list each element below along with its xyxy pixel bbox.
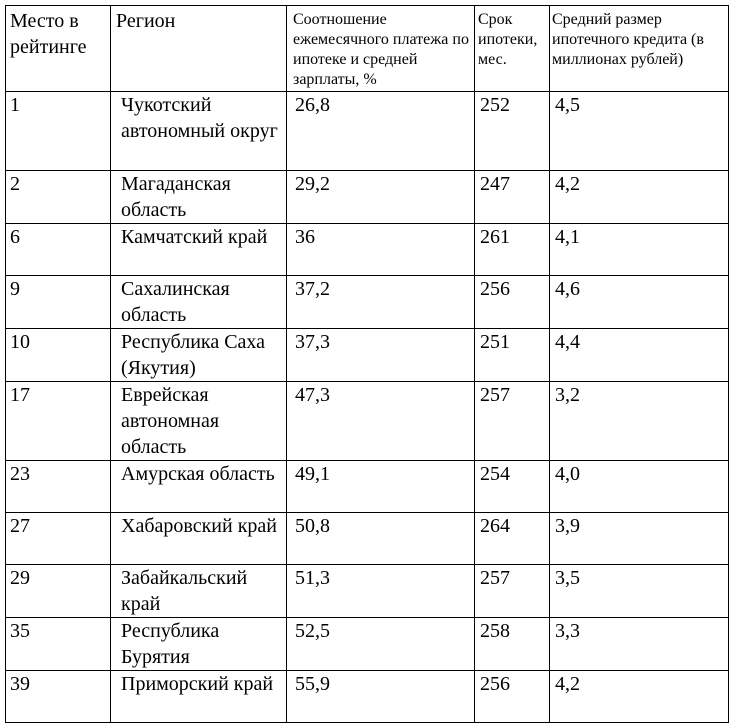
region-cell: Амурская область — [111, 461, 287, 513]
rank-cell: 27 — [6, 513, 111, 565]
table-row — [6, 276, 729, 329]
payment-ratio-cell: 51,3 — [287, 565, 475, 618]
table-row — [6, 671, 729, 723]
rank-cell: 35 — [6, 618, 111, 671]
table-row — [6, 329, 729, 382]
payment-ratio-cell: 37,2 — [287, 276, 475, 329]
mortgage-term-cell: 257 — [475, 382, 550, 461]
average-loan-cell: 4,2 — [550, 671, 729, 723]
rank-cell: 1 — [6, 92, 111, 171]
header-mortgage-term: Срок ипотеки, мес. — [475, 6, 550, 92]
payment-ratio-cell: 55,9 — [287, 671, 475, 723]
table-row — [6, 461, 729, 513]
payment-ratio-cell: 36 — [287, 224, 475, 276]
region-cell: Хабаровский край — [111, 513, 287, 565]
average-loan-cell: 4,4 — [550, 329, 729, 382]
region-cell: Республика Бурятия — [111, 618, 287, 671]
mortgage-rating-table — [5, 5, 729, 723]
table-row — [6, 382, 729, 461]
region-cell: Магаданская область — [111, 171, 287, 224]
region-cell: Забайкальский край — [111, 565, 287, 618]
average-loan-cell: 3,3 — [550, 618, 729, 671]
payment-ratio-cell: 26,8 — [287, 92, 475, 171]
rank-cell: 10 — [6, 329, 111, 382]
rank-cell: 2 — [6, 171, 111, 224]
header-row — [6, 6, 729, 92]
mortgage-term-cell: 258 — [475, 618, 550, 671]
rank-cell: 29 — [6, 565, 111, 618]
payment-ratio-cell: 37,3 — [287, 329, 475, 382]
average-loan-cell: 4,2 — [550, 171, 729, 224]
table-row — [6, 565, 729, 618]
payment-ratio-cell: 49,1 — [287, 461, 475, 513]
mortgage-term-cell: 257 — [475, 565, 550, 618]
mortgage-term-cell: 252 — [475, 92, 550, 171]
average-loan-cell: 3,5 — [550, 565, 729, 618]
table-row — [6, 513, 729, 565]
average-loan-cell: 4,0 — [550, 461, 729, 513]
payment-ratio-cell: 47,3 — [287, 382, 475, 461]
average-loan-cell: 4,1 — [550, 224, 729, 276]
region-cell: Еврейская автономная область — [111, 382, 287, 461]
payment-ratio-cell: 50,8 — [287, 513, 475, 565]
region-cell: Приморский край — [111, 671, 287, 723]
mortgage-term-cell: 261 — [475, 224, 550, 276]
header-region: Регион — [111, 6, 287, 92]
table-row — [6, 171, 729, 224]
region-cell: Камчатский край — [111, 224, 287, 276]
rank-cell: 9 — [6, 276, 111, 329]
payment-ratio-cell: 52,5 — [287, 618, 475, 671]
average-loan-cell: 4,6 — [550, 276, 729, 329]
mortgage-term-cell: 254 — [475, 461, 550, 513]
mortgage-term-cell: 247 — [475, 171, 550, 224]
header-rank: Место в рейтинге — [6, 6, 111, 92]
header-payment-ratio: Соотношение ежемесячного платежа по ипотеке и средней зарплаты, % — [287, 6, 475, 92]
mortgage-term-cell: 251 — [475, 329, 550, 382]
table-row — [6, 618, 729, 671]
table-row — [6, 224, 729, 276]
rank-cell: 23 — [6, 461, 111, 513]
table-row — [6, 92, 729, 171]
mortgage-term-cell: 256 — [475, 276, 550, 329]
average-loan-cell: 4,5 — [550, 92, 729, 171]
mortgage-term-cell: 256 — [475, 671, 550, 723]
average-loan-cell: 3,2 — [550, 382, 729, 461]
region-cell: Сахалинская область — [111, 276, 287, 329]
mortgage-term-cell: 264 — [475, 513, 550, 565]
rank-cell: 6 — [6, 224, 111, 276]
rank-cell: 39 — [6, 671, 111, 723]
average-loan-cell: 3,9 — [550, 513, 729, 565]
rank-cell: 17 — [6, 382, 111, 461]
header-average-loan: Средний размер ипотечного кредита (в миллионах рублей) — [550, 6, 729, 92]
region-cell: Чукотский автономный округ — [111, 92, 287, 171]
region-cell: Республика Саха (Якутия) — [111, 329, 287, 382]
payment-ratio-cell: 29,2 — [287, 171, 475, 224]
